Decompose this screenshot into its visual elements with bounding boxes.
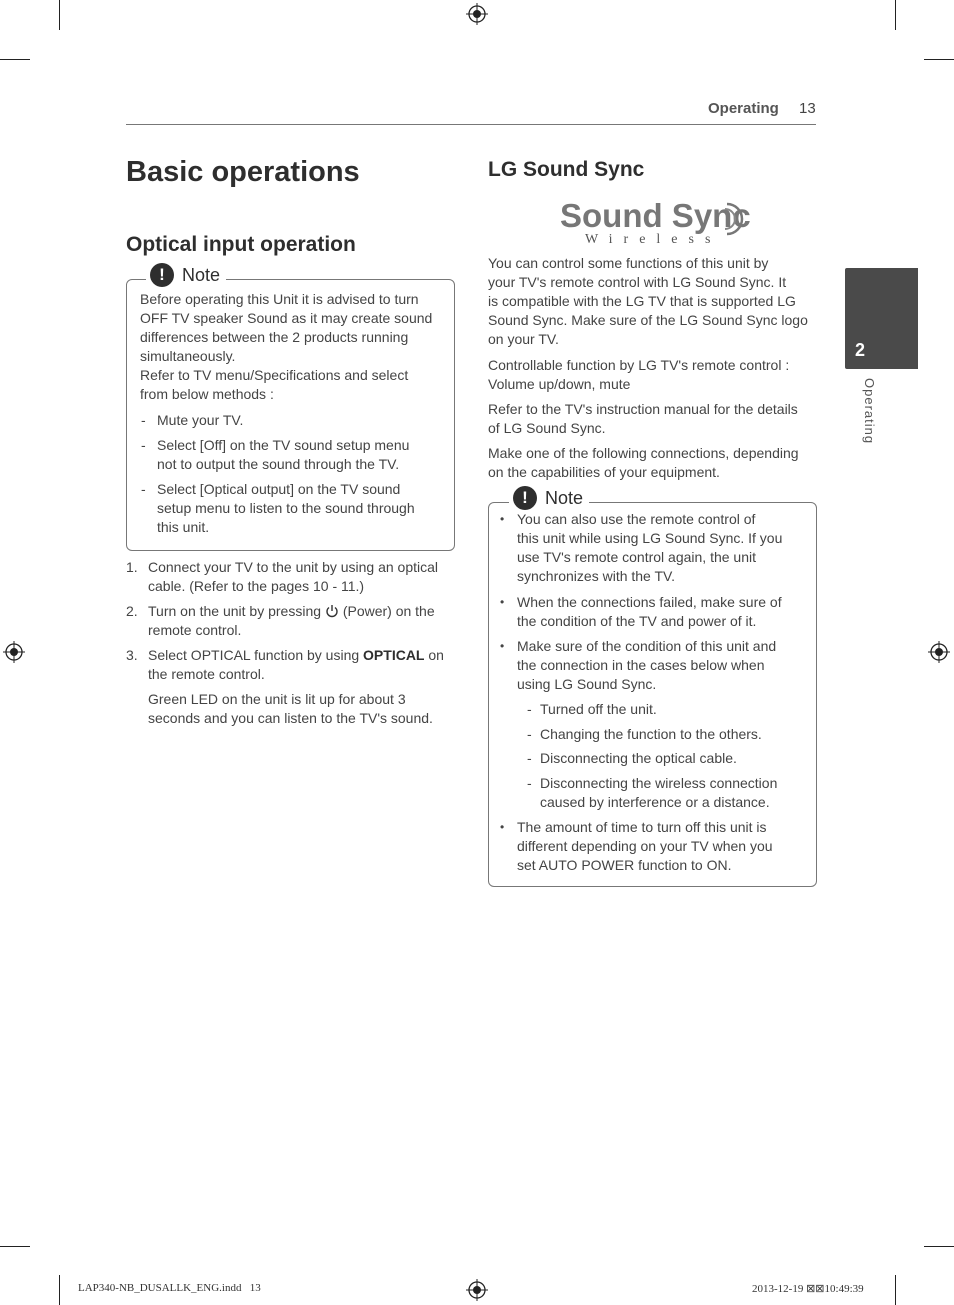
note-intro-line: differences between the 2 products running xyxy=(140,329,409,345)
note-item-line: Select [Optical output] on the TV sound xyxy=(157,481,401,497)
note-item-line: Mute your TV. xyxy=(157,412,244,428)
step-bold-text: OPTICAL xyxy=(363,647,425,663)
registration-mark-icon xyxy=(466,1279,488,1301)
crop-mark xyxy=(924,1246,954,1247)
step-3-extra xyxy=(148,690,433,728)
bullet-marker: • xyxy=(500,512,505,526)
paragraph-line: Controllable function by LG TV's remote control : xyxy=(488,357,790,373)
note-item-line: this unit. xyxy=(157,519,210,535)
note-bullet-line: using LG Sound Sync. xyxy=(517,676,657,692)
dash-marker: - xyxy=(141,412,146,428)
note-intro xyxy=(140,290,432,404)
paragraph xyxy=(488,444,799,482)
note-bullet-line: The amount of time to turn off this unit is xyxy=(517,819,767,835)
step-number: 2. xyxy=(126,603,138,619)
page-title: Basic operations xyxy=(126,156,360,188)
note-dash-line: Disconnecting the optical cable. xyxy=(540,750,737,766)
note-dash-line: caused by interference or a distance. xyxy=(540,794,770,810)
note-dash-line: Turned off the unit. xyxy=(540,701,657,717)
sound-sync-logo-sub: Wireless xyxy=(585,232,722,247)
power-icon xyxy=(325,604,339,618)
note-bullet-line: the connection in the cases below when xyxy=(517,657,765,673)
paragraph-line: Refer to the TV's instruction manual for the details xyxy=(488,401,798,417)
note-intro-line: from below methods : xyxy=(140,386,274,402)
note-label: Note xyxy=(545,487,584,508)
note-bullet-line: the condition of the TV and power of it. xyxy=(517,613,757,629)
note-item-line: Select [Off] on the TV sound setup menu xyxy=(157,437,410,453)
paragraph xyxy=(488,356,789,394)
header-page-number: 13 xyxy=(799,100,816,117)
note-bullet-line: set AUTO POWER function to ON. xyxy=(517,857,732,873)
paragraph-line: Sound Sync. Make sure of the LG Sound Sync logo xyxy=(488,312,808,328)
step-text: Select OPTICAL function by using xyxy=(148,647,360,663)
step-line: remote control. xyxy=(148,622,242,638)
note-bullet-line: use TV's remote control again, the unit xyxy=(517,549,756,565)
dash-marker: - xyxy=(527,726,532,742)
step-line: cable. (Refer to the pages 10 - 11.) xyxy=(148,578,365,594)
note-intro-line: Before operating this Unit it is advised to turn xyxy=(140,291,419,307)
note-dash-line: Changing the function to the others. xyxy=(540,726,762,742)
dash-marker: - xyxy=(141,481,146,497)
step-extra-line: seconds and you can listen to the TV's sound. xyxy=(148,710,433,726)
step-line: Connect your TV to the unit by using an optical xyxy=(148,559,439,575)
note-heading xyxy=(146,263,226,287)
crop-mark xyxy=(59,0,60,30)
note-bullet-line: You can also use the remote control of xyxy=(517,511,756,527)
step-extra-line: Green LED on the unit is lit up for about 3 xyxy=(148,691,406,707)
bullet-marker: • xyxy=(500,595,505,609)
dash-marker: - xyxy=(141,437,146,453)
crop-mark xyxy=(0,1246,30,1247)
chapter-tab-label: Operating xyxy=(862,378,877,445)
note-bullet-line: When the connections failed, make sure of xyxy=(517,594,782,610)
paragraph-line: is compatible with the LG TV that is supported LG xyxy=(488,293,796,309)
note-heading xyxy=(509,486,589,510)
crop-mark xyxy=(895,0,896,30)
dash-marker: - xyxy=(527,750,532,766)
dash-marker: - xyxy=(527,701,532,717)
section-title-optical: Optical input operation xyxy=(126,233,356,256)
crop-mark xyxy=(924,59,954,60)
bullet-marker: • xyxy=(500,820,505,834)
crop-mark xyxy=(59,1275,60,1305)
crop-mark xyxy=(0,59,30,60)
note-bullet-line: this unit while using LG Sound Sync. If you xyxy=(517,530,783,546)
step-number: 3. xyxy=(126,647,138,663)
header-section-label: Operating xyxy=(708,100,779,117)
step-text: (Power) on the xyxy=(342,603,435,619)
sound-sync-logo: Sound Sync xyxy=(560,197,751,234)
paragraph-line: on your TV. xyxy=(488,331,559,347)
footer-time: 10:49:39 xyxy=(824,1283,864,1295)
note-item-line: setup menu to listen to the sound through xyxy=(157,500,415,516)
step-line xyxy=(148,646,458,665)
note-bullet-line: different depending on your TV when you xyxy=(517,838,773,854)
registration-mark-icon xyxy=(466,3,488,25)
footer-date: 2013-12-19 xyxy=(752,1283,804,1295)
note-bullet-line: synchronizes with the TV. xyxy=(517,568,675,584)
step-number: 1. xyxy=(126,559,138,575)
paragraph-line: of LG Sound Sync. xyxy=(488,420,606,436)
registration-mark-icon xyxy=(928,641,950,663)
paragraph-line: Make one of the following connections, depending xyxy=(488,445,799,461)
footer-time-glyph: ⊠⊠ xyxy=(806,1283,825,1295)
paragraph-line: You can control some functions of this unit by xyxy=(488,255,769,271)
step-line: the remote control. xyxy=(148,666,265,682)
paragraph-line: your TV's remote control with LG Sound Sync. It xyxy=(488,274,787,290)
paragraph-line: on the capabilities of your equipment. xyxy=(488,464,720,480)
note-intro-line: OFF TV speaker Sound as it may create sound xyxy=(140,310,433,326)
note-item-line: not to output the sound through the TV. xyxy=(157,456,400,472)
step-line xyxy=(148,602,458,621)
note-label: Note xyxy=(182,264,221,285)
note-dash-line: Disconnecting the wireless connection xyxy=(540,775,778,791)
section-title-sound-sync: LG Sound Sync xyxy=(488,158,645,181)
crop-mark xyxy=(895,1275,896,1305)
registration-mark-icon xyxy=(3,641,25,663)
exclamation-icon: ! xyxy=(513,486,537,510)
exclamation-icon: ! xyxy=(150,263,174,287)
paragraph-line: Volume up/down, mute xyxy=(488,376,631,392)
note-intro-line: simultaneously. xyxy=(140,348,236,364)
note-intro-line: Refer to TV menu/Specifications and select xyxy=(140,367,409,383)
footer-timestamp xyxy=(752,1282,864,1295)
header-divider xyxy=(126,124,816,125)
paragraph xyxy=(488,400,798,438)
step-text: Turn on the unit by pressing xyxy=(148,603,322,619)
note-bullet-line: Make sure of the condition of this unit and xyxy=(517,638,777,654)
step-text: on xyxy=(428,647,444,663)
dash-marker: - xyxy=(527,775,532,791)
chapter-tab-number: 2 xyxy=(855,340,866,360)
paragraph xyxy=(488,254,808,349)
footer-file-name: LAP340-NB_DUSALLK_ENG.indd 13 xyxy=(78,1282,261,1294)
bullet-marker: • xyxy=(500,639,505,653)
